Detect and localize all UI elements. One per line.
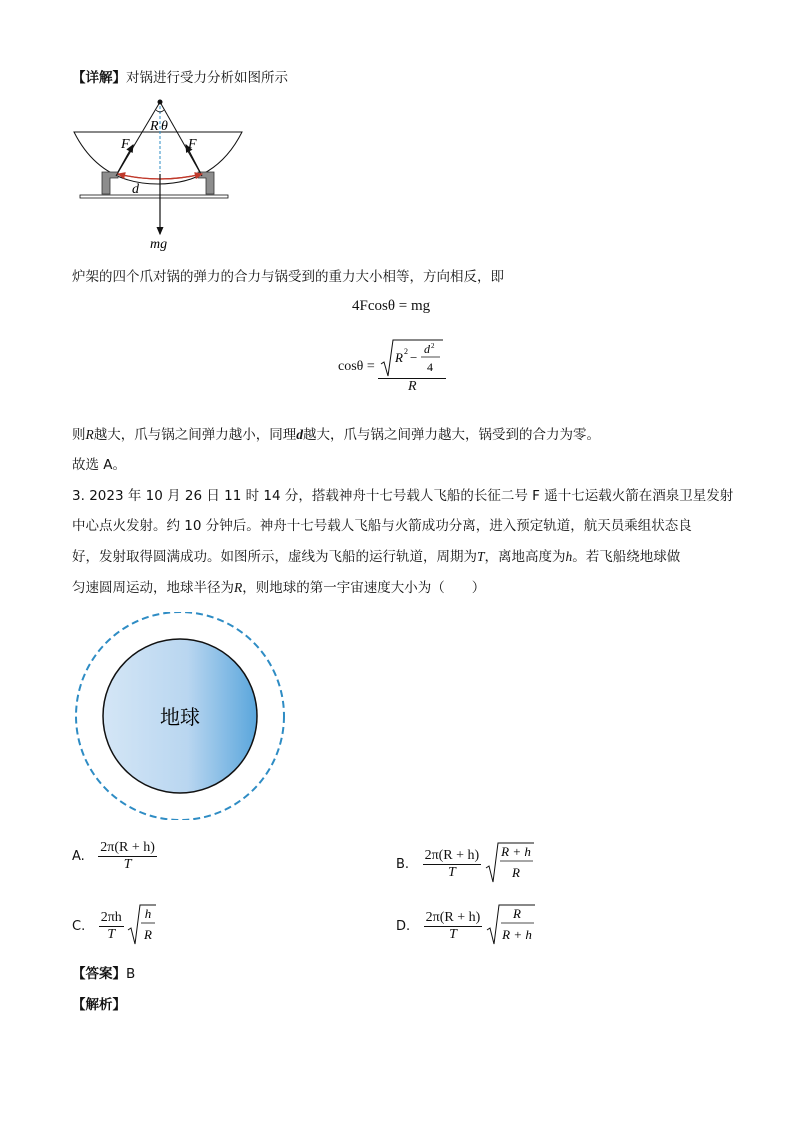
label-F-right: F xyxy=(188,137,197,152)
question-number: 3. xyxy=(72,488,85,504)
option-B-den: T xyxy=(447,865,456,880)
option-C-letter: C. xyxy=(72,919,86,934)
option-C-fraction xyxy=(99,910,124,943)
eq2-d-exp: 2 xyxy=(431,342,435,350)
eq2-four: 4 xyxy=(427,360,434,374)
line2-R: R xyxy=(85,427,94,442)
question-text-1: 2023 年 10 月 26 日 11 时 14 分，搭载神舟十七号载人飞船的长征二号 F 遥十七运载火箭在酒泉卫星发射 xyxy=(89,488,734,504)
line2-part-a: 则 xyxy=(72,427,86,443)
question-line-1 xyxy=(72,484,733,504)
option-C-rnum: h xyxy=(145,906,152,921)
label-d: d xyxy=(132,182,139,197)
option-D-num: 2π(R + h) xyxy=(425,910,481,925)
analysis-line-3: 故选 A。 xyxy=(72,457,127,473)
question-line-3 xyxy=(72,545,680,565)
sqrt-symbol xyxy=(380,338,444,378)
q4-b: ，则地球的第一宇宙速度大小为（ ） xyxy=(242,580,486,596)
option-C-num: 2πh xyxy=(100,910,122,925)
q4-R: R xyxy=(234,580,243,595)
option-D-den: T xyxy=(449,927,457,942)
equation-1: 4Fcosθ = mg xyxy=(352,298,431,314)
earth-label: 地球 xyxy=(160,705,200,729)
force-diagram xyxy=(66,92,256,254)
detail-line xyxy=(72,66,288,86)
stove-base xyxy=(80,195,228,198)
q4-a: 匀速圆周运动，地球半径为 xyxy=(72,580,234,596)
q3-T: T xyxy=(477,549,485,564)
option-B-num: 2π(R + h) xyxy=(424,848,480,863)
option-D[interactable] xyxy=(396,902,536,951)
eq2-fraction xyxy=(378,338,446,395)
question-line-4 xyxy=(72,576,485,596)
answer-value: B xyxy=(126,966,136,982)
option-D-rden: R + h xyxy=(501,927,532,942)
option-D-letter: D. xyxy=(396,919,411,934)
line2-part-c: 越大，爪与锅之间弹力越大，锅受到的合力为零。 xyxy=(303,427,600,443)
analysis-line-1: 炉架的四个爪对锅的弹力的合力与锅受到的重力大小相等，方向相反，即 xyxy=(72,269,504,285)
wok-bowl xyxy=(74,132,242,184)
option-D-fraction xyxy=(424,910,483,943)
label-theta: θ xyxy=(161,119,168,134)
left-claw xyxy=(102,172,118,194)
option-A-fraction xyxy=(98,840,157,873)
label-mg: mg xyxy=(150,237,168,252)
parse-label: 【解析】 xyxy=(72,997,126,1013)
option-B-rden: R xyxy=(511,865,520,880)
option-B-rnum: R + h xyxy=(500,844,531,859)
q3-h: h xyxy=(565,549,573,564)
option-A-letter: A. xyxy=(72,849,85,864)
line2-part-b: 越大，爪与锅之间弹力越小，同理 xyxy=(93,427,297,443)
label-F-left: F xyxy=(121,137,130,152)
option-C[interactable] xyxy=(72,902,157,951)
option-C-den: T xyxy=(107,927,116,942)
option-D-rnum: R xyxy=(512,906,521,921)
eq2-R: R xyxy=(395,350,404,365)
option-A-num: 2π(R + h) xyxy=(100,840,155,855)
option-B-fraction xyxy=(423,848,482,881)
right-claw xyxy=(198,172,214,194)
answer-line xyxy=(72,962,135,982)
earth-diagram xyxy=(72,612,288,820)
option-C-rden: R xyxy=(144,927,153,942)
option-B[interactable] xyxy=(396,840,535,889)
eq2-d: d xyxy=(424,342,431,356)
eq2-R-exp: 2 xyxy=(404,347,409,356)
answer-label: 【答案】 xyxy=(72,966,126,982)
option-B-sqrt xyxy=(485,840,535,889)
eq2-denominator: R xyxy=(407,379,417,394)
eq2-minus: − xyxy=(410,350,418,365)
label-R: R xyxy=(150,119,159,134)
option-B-letter: B. xyxy=(396,857,410,872)
q3-c: 。若飞船绕地球做 xyxy=(572,549,681,565)
option-A[interactable] xyxy=(72,840,157,873)
detail-label: 【详解】 xyxy=(72,70,126,86)
equation-2 xyxy=(338,338,446,395)
option-C-sqrt xyxy=(127,902,157,951)
line2-d: d xyxy=(296,427,303,442)
option-D-sqrt xyxy=(486,902,536,951)
option-A-den: T xyxy=(123,857,132,872)
detail-text: 对锅进行受力分析如图所示 xyxy=(126,70,288,86)
analysis-line-2 xyxy=(72,423,600,443)
eq2-numerator xyxy=(378,338,446,379)
question-line-2: 中心点火发射。约 10 分钟后。神舟十七号载人飞船与火箭成功分离，进入预定轨道，航天员乘组状态良 xyxy=(72,518,692,534)
q3-b: ，离地高度为 xyxy=(484,549,566,565)
q3-a: 好，发射取得圆满成功。如图所示，虚线为飞船的运行轨道，周期为 xyxy=(72,549,477,565)
eq2-lhs: cosθ = xyxy=(338,358,375,374)
